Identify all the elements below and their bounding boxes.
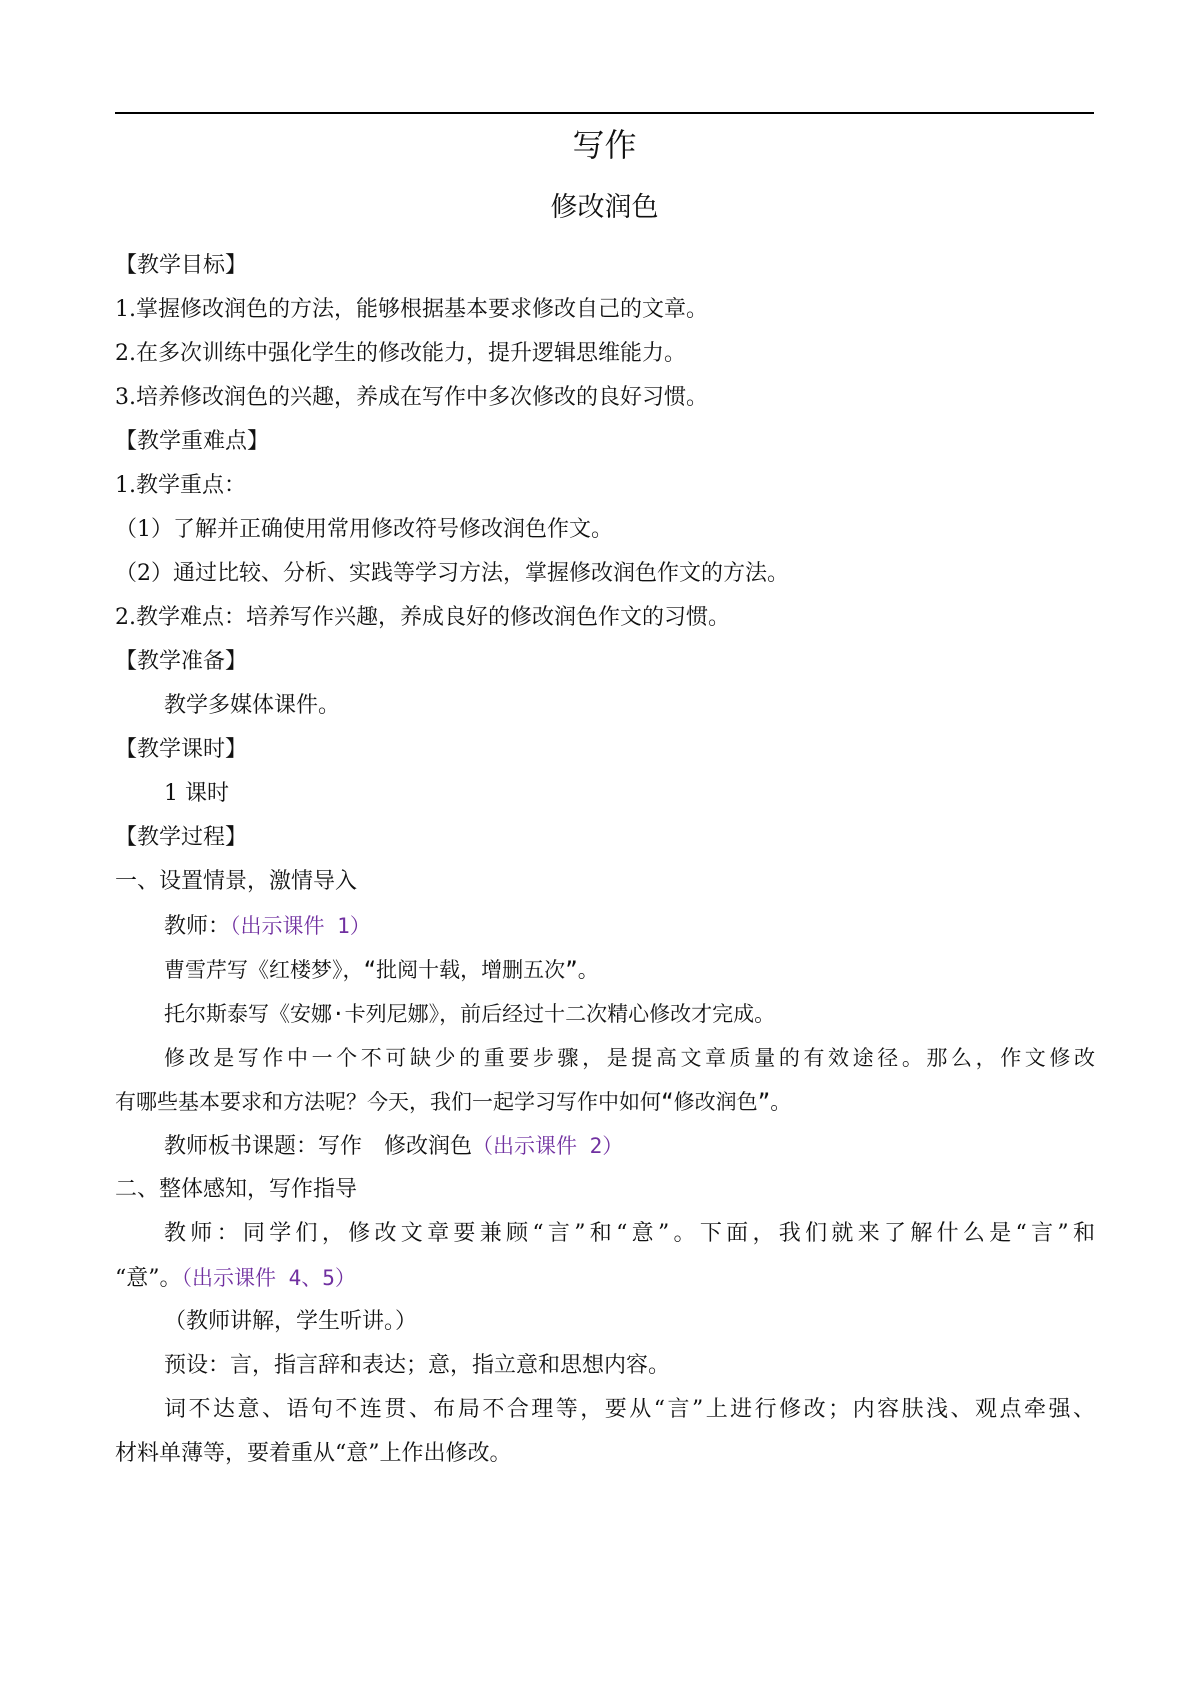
section-2-title: 二、整体感知，写作指导 xyxy=(115,1177,358,1202)
section-1-paragraph-line-1: 修改是写作中一个不可缺少的重要步骤，是提高文章质量的有效途径。那么，作文修改 xyxy=(164,1046,1095,1070)
section-1-quote-2: 托尔斯泰写《安娜·卡列尼娜》，前后经过十二次精心修改才完成。 xyxy=(164,1002,776,1026)
section-2-paragraph-2: （教师讲解，学生听讲。） xyxy=(164,1309,418,1334)
goal-2: 2.在多次训练中强化学生的修改能力，提升逻辑思维能力。 xyxy=(115,341,686,366)
goal-1: 1.掌握修改润色的方法，能够根据基本要求修改自己的文章。 xyxy=(115,297,708,322)
key-point-2: 2.教学难点：培养写作兴趣，养成良好的修改润色作文的习惯。 xyxy=(115,605,730,630)
section-2-paragraph-4-line-1: 词不达意、语句不连贯、布局不合理等，要从“言”上进行修改；内容肤浅、观点牵强、 xyxy=(164,1397,1095,1422)
preparation-text: 教学多媒体课件。 xyxy=(164,693,341,718)
section-2-paragraph-1-line-1: 教师：同学们，修改文章要兼顾“言”和“意”。下面，我们就来了解什么是“言”和 xyxy=(164,1221,1095,1246)
slide-annotation: （出示课件 2） xyxy=(472,1134,624,1158)
header-rule xyxy=(115,112,1094,114)
teacher-label: 教师： xyxy=(164,914,231,939)
section-1-quote-1: 曹雪芹写《红楼梦》，“批阅十载，增删五次”。 xyxy=(164,958,599,982)
section-1-teacher xyxy=(164,911,1095,942)
section-2-paragraph-1-line-2 xyxy=(115,1263,1095,1294)
hours-text: 1 课时 xyxy=(164,781,229,806)
key-point-1: 1.教学重点： xyxy=(115,473,246,498)
slide-annotation: （出示课件 4、5） xyxy=(181,1266,356,1290)
goal-3: 3.培养修改润色的兴趣，养成在写作中多次修改的良好习惯。 xyxy=(115,385,708,410)
paragraph-text: “意”。 xyxy=(115,1266,182,1291)
key-point-1b: （2）通过比较、分析、实践等学习方法，掌握修改润色作文的方法。 xyxy=(115,561,789,586)
section-1-paragraph-line-2: 有哪些基本要求和方法呢？今天，我们一起学习写作中如何“修改润色”。 xyxy=(115,1090,792,1114)
heading-goals: 【教学目标】 xyxy=(115,253,248,278)
section-1-title: 一、设置情景，激情导入 xyxy=(115,869,358,894)
slide-annotation: （出示课件 1） xyxy=(230,914,371,938)
heading-key-points: 【教学重难点】 xyxy=(115,429,270,454)
page-subtitle: 修改润色 xyxy=(550,192,659,223)
section-2-paragraph-4-line-2: 材料单薄等，要着重从“意”上作出修改。 xyxy=(115,1441,512,1466)
page-title: 写作 xyxy=(572,126,637,164)
key-point-1a: （1）了解并正确使用常用修改符号修改润色作文。 xyxy=(115,517,613,542)
board-text: 教师板书课题：写作 修改润色 xyxy=(164,1134,473,1159)
heading-hours: 【教学课时】 xyxy=(115,737,248,762)
heading-process: 【教学过程】 xyxy=(115,825,248,850)
section-2-paragraph-3: 预设：言，指言辞和表达；意，指立意和思想内容。 xyxy=(164,1353,671,1378)
section-1-board xyxy=(164,1131,1095,1162)
heading-preparation: 【教学准备】 xyxy=(115,649,248,674)
